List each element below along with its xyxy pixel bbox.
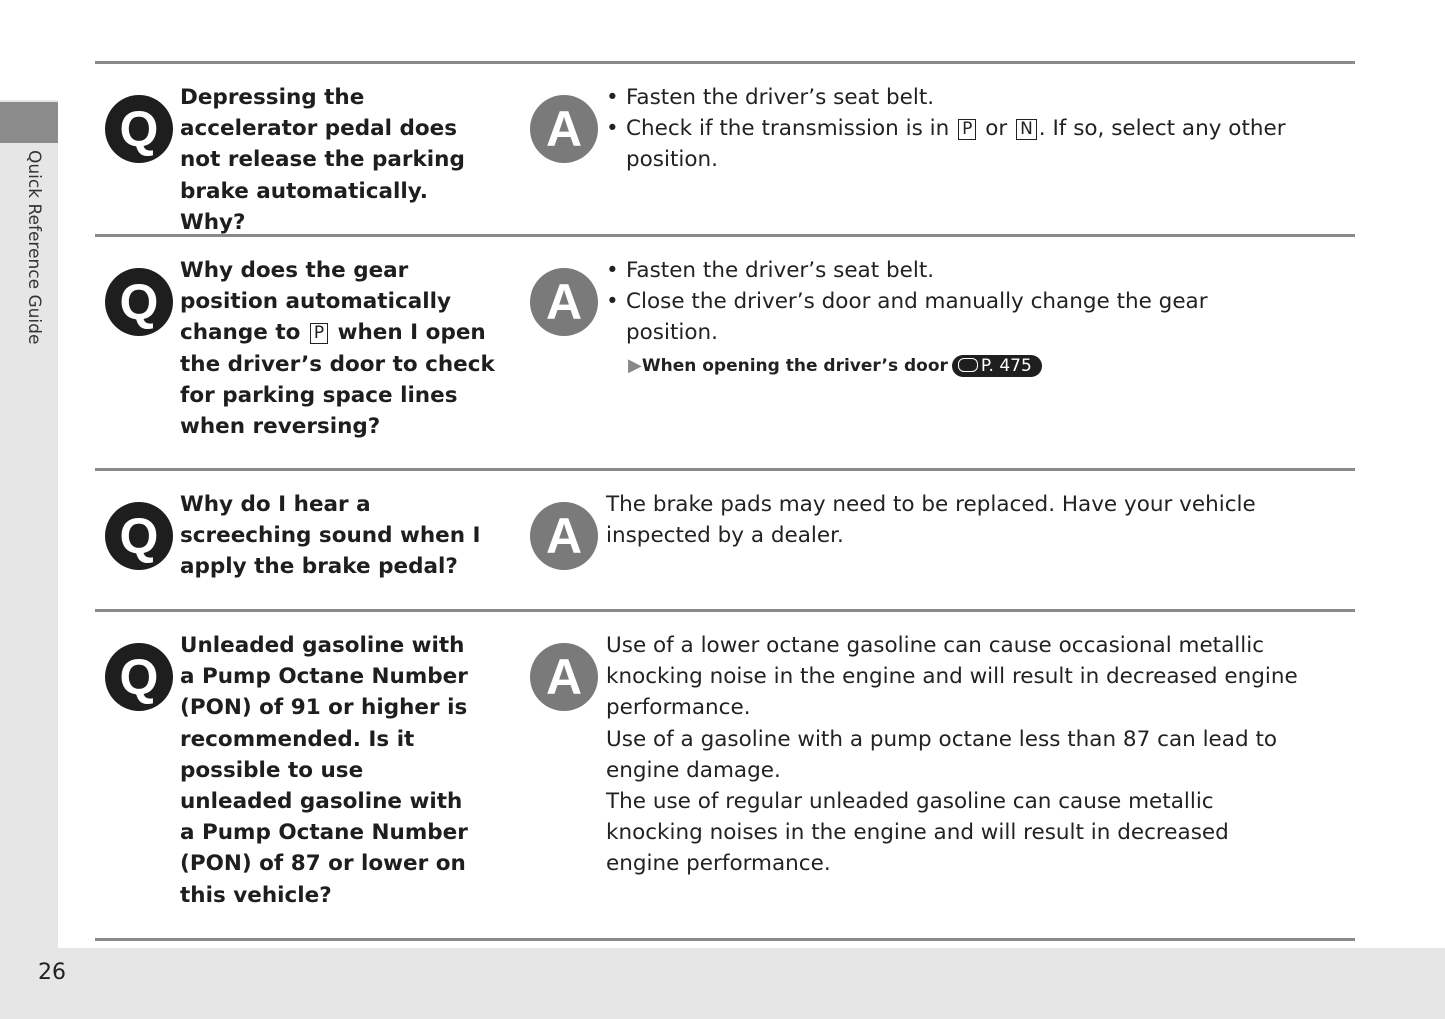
answer-paragraph: The use of regular unleaded gasoline can cause metallic knocking noises in the engine and will result in decreased engine performance. (606, 789, 1229, 877)
gear-key-n: N (1016, 119, 1037, 140)
text: Check if the transmission is in (626, 116, 950, 142)
a-icon: A (530, 268, 598, 336)
footer-band (0, 948, 1445, 1019)
arrow-icon (958, 358, 978, 372)
answer (606, 255, 1246, 379)
q-icon: Q (105, 502, 173, 570)
text: . If so, select any other position. (626, 116, 1286, 173)
triangle-icon: ▶ (628, 354, 642, 376)
divider (95, 609, 1355, 612)
answer-paragraph: Use of a gasoline with a pump octane less than 87 can lead to engine damage. (606, 726, 1278, 783)
divider (95, 468, 1355, 471)
question: Why do I hear a screeching sound when I apply the brake pedal? (180, 492, 481, 580)
text: or (985, 116, 1008, 142)
gear-key-p: P (958, 119, 976, 140)
answer-paragraph: Use of a lower octane gasoline can cause occasional metallic knocking noise in the engine and will result in decreased engine performance. (606, 633, 1298, 721)
answer (606, 82, 1336, 176)
answer-bullet: • Fasten the driver’s seat belt. (606, 82, 1336, 113)
question: Depressing the accelerator pedal does not release the parking brake automatically. Why? (180, 85, 465, 235)
answer-bullet: • Fasten the driver’s seat belt. (606, 255, 1246, 286)
gear-key-p: P (310, 323, 328, 344)
q-icon: Q (105, 268, 173, 336)
answer (606, 630, 1331, 880)
cross-reference[interactable] (628, 353, 1246, 379)
q-icon: Q (105, 643, 173, 711)
divider (95, 938, 1355, 941)
question: Unleaded gasoline with a Pump Octane Number (PON) of 91 or higher is recommended. Is it possible to use unleaded gasoline with a Pump Octane Number (PON) of 87 or lower on this vehicle? (180, 633, 468, 908)
section-tab[interactable] (0, 102, 58, 143)
a-icon: A (530, 95, 598, 163)
answer-bullet: • Close the driver’s door and manually change the gear position. (606, 286, 1246, 348)
a-icon: A (530, 643, 598, 711)
question (180, 255, 495, 442)
answer-bullet (606, 113, 1336, 175)
text: Why does the gear position automatically change to (180, 258, 451, 346)
divider (95, 61, 1355, 64)
page-link[interactable] (952, 355, 1042, 377)
page-number: 26 (38, 960, 66, 985)
answer: The brake pads may need to be replaced. Have your vehicle inspected by a dealer. (606, 492, 1256, 549)
section-label: Quick Reference Guide (24, 150, 44, 345)
q-icon: Q (105, 95, 173, 163)
ref-page: P. 475 (980, 355, 1032, 376)
a-icon: A (530, 502, 598, 570)
text: when I open the driver’s door to check for parking space lines when reversing? (180, 320, 495, 440)
ref-text: When opening the driver’s door (641, 355, 948, 376)
